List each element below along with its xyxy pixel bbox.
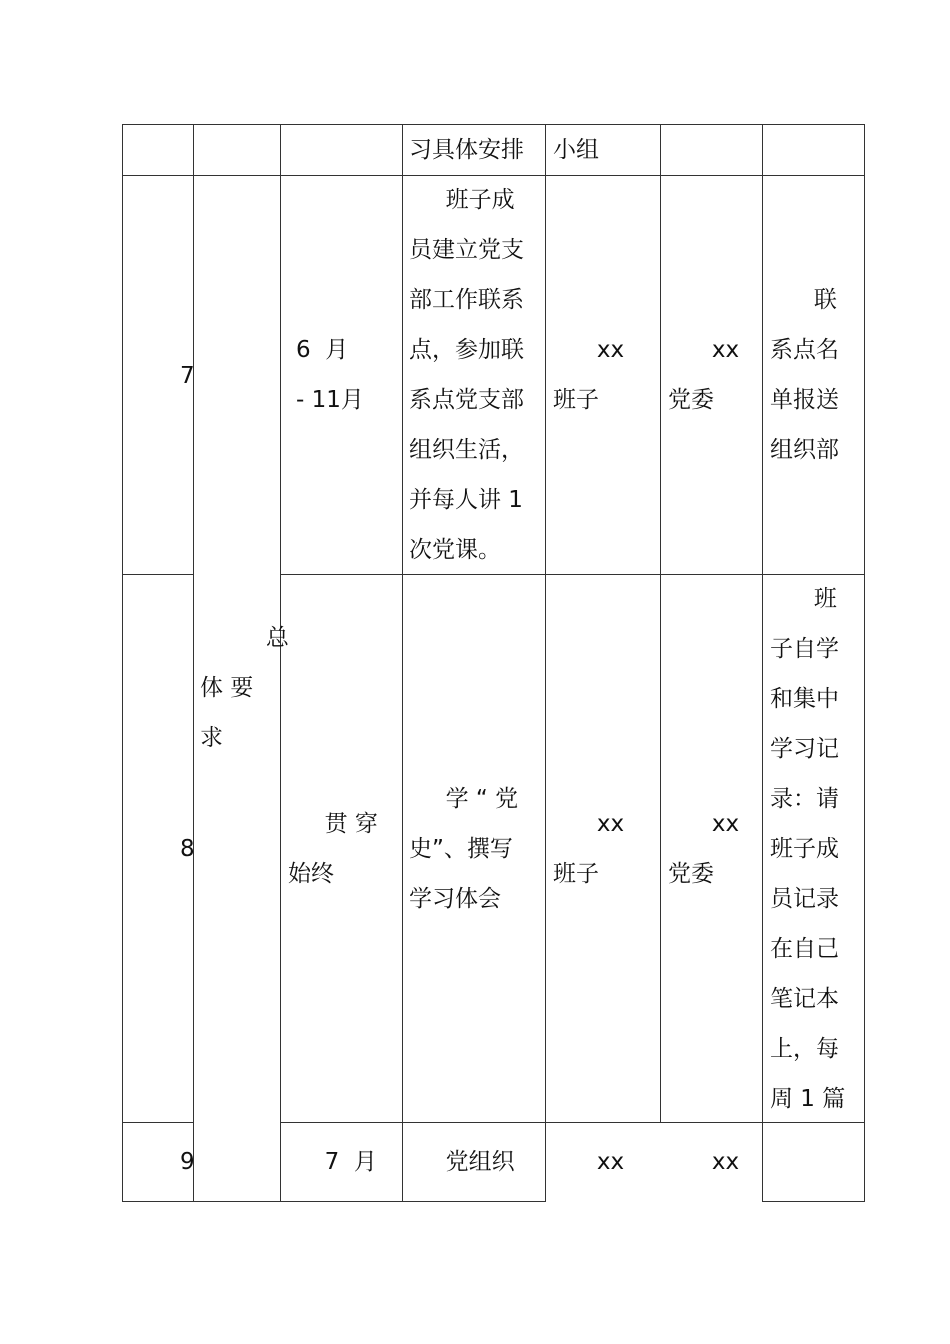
table-rule-col5	[545, 124, 546, 1202]
table-rule-row9-top-left	[122, 1122, 193, 1123]
row9-lead: xx	[668, 1149, 740, 1175]
row7-unit: xx 班子	[553, 337, 625, 413]
row8-number: 8	[180, 836, 195, 862]
row7-note: 联 系点名 单报送 组织部	[770, 287, 839, 463]
row9-content: 党组织	[409, 1149, 515, 1175]
row8-time: 贯 穿 始终	[288, 811, 378, 887]
table-rule-col7	[762, 124, 763, 1202]
table-rule-row8-top-left	[122, 574, 193, 575]
row9-time: 7 月	[288, 1149, 377, 1175]
table-rule-col1	[122, 124, 123, 1202]
row7-content: 班子成 员建立党支 部工作联系 点，参加联 系点党支部 组织生活， 并每人讲 1 次党课。	[409, 187, 524, 563]
table-rule-col8	[864, 124, 865, 1202]
table-rule-bottom-a	[122, 1201, 545, 1202]
row7-number: 7	[180, 363, 195, 389]
row8-lead: xx 党委	[668, 811, 740, 887]
row8-unit: xx 班子	[553, 811, 625, 887]
table-rule-col6	[660, 124, 661, 1122]
table-rule-col4	[402, 124, 403, 1202]
row7-time: 6 月 - 11月	[296, 337, 364, 413]
row8-note: 班 子自学 和集中 学习记 录：请 班子成 员记录 在自己 笔记本 上，每 周 1 篇	[770, 586, 846, 1112]
row8-content: 学 “ 党 史”、撰写 学习体会	[409, 786, 519, 912]
row9-unit: xx	[553, 1149, 625, 1175]
row7-lead: xx 党委	[668, 337, 740, 413]
cell-unit-continued: 小组	[553, 137, 599, 163]
table-rule-col2	[193, 124, 194, 1202]
merged-requirement-cell: 总 体 要 求	[200, 625, 289, 751]
cell-content-continued: 习具体安排	[409, 137, 524, 163]
table-rule-bottom-b	[762, 1201, 864, 1202]
row9-number: 9	[180, 1149, 195, 1175]
